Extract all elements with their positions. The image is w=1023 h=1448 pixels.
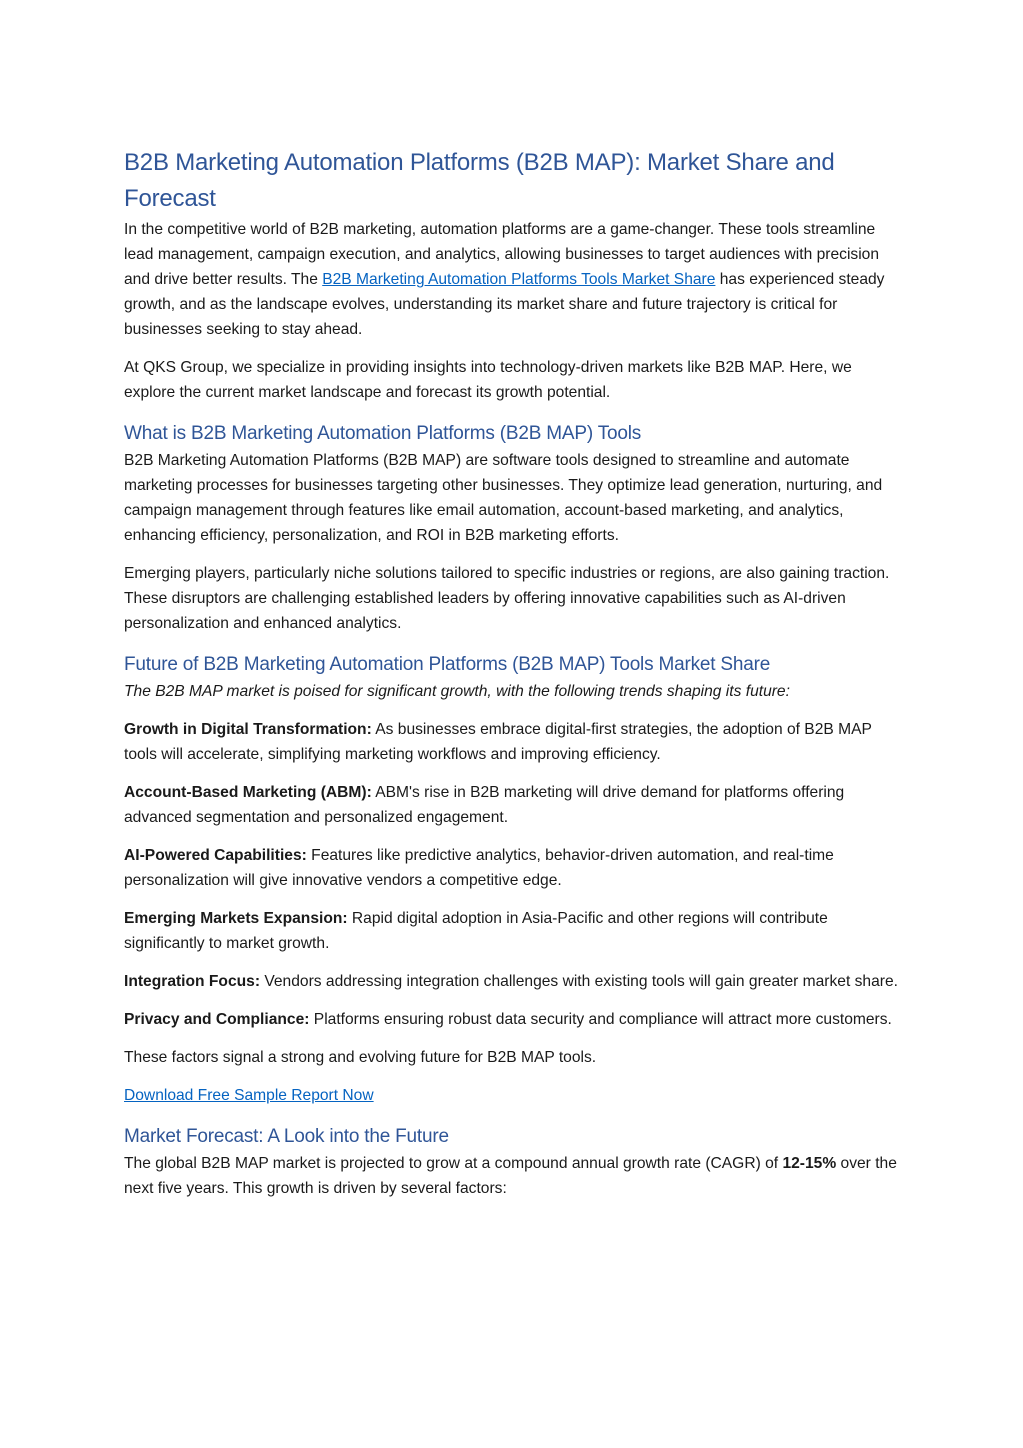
trend-text: Platforms ensuring robust data security and compliance will attract more customers.	[309, 1011, 892, 1028]
trend-label: Emerging Markets Expansion:	[124, 910, 348, 927]
trend-item	[124, 906, 902, 956]
what-is-heading: What is B2B Marketing Automation Platforms (B2B MAP) Tools	[124, 423, 642, 444]
trend-label: Privacy and Compliance:	[124, 1011, 310, 1028]
trend-label: Growth in Digital Transformation:	[124, 721, 372, 738]
trend-label: Integration Focus:	[124, 973, 261, 990]
forecast-heading: Market Forecast: A Look into the Future	[124, 1126, 449, 1147]
trend-text: ABM's rise in B2B marketing will drive demand for platforms offering advanced segmentation and personalized engagement.	[124, 784, 845, 826]
trend-text: Vendors addressing integration challenges with existing tools will gain greater market share.	[260, 973, 898, 990]
trend-item	[124, 843, 902, 893]
intro-text-before-link: In the competitive world of B2B marketing, automation platforms are a game-changer. These tools streamline lead management, campaign execution, and analytics, allowing businesses to target audiences with precision and drive better results. The	[124, 221, 880, 288]
intro-paragraph-1	[124, 217, 902, 342]
intro-text-after-link: has experienced steady growth, and as the landscape evolves, understanding its market share and future trajectory is critical for businesses seeking to stay ahead.	[124, 271, 885, 338]
document-page	[124, 145, 902, 1201]
cagr-value: 12-15%	[782, 1155, 837, 1172]
trend-item	[124, 780, 902, 830]
intro-paragraph-2: At QKS Group, we specialize in providing insights into technology-driven markets like B2B MAP. Here, we explore the current market landscape and forecast its growth potential.	[124, 359, 852, 401]
forecast-text-after: over the next five years. This growth is driven by several factors:	[124, 1155, 897, 1197]
trend-item	[124, 969, 902, 994]
trend-text: As businesses embrace digital-first strategies, the adoption of B2B MAP tools will accelerate, simplifying marketing workflows and improving efficiency.	[124, 721, 872, 763]
forecast-text-before: The global B2B MAP market is projected to grow at a compound annual growth rate (CAGR) of	[124, 1155, 783, 1172]
what-is-paragraph-2: Emerging players, particularly niche solutions tailored to specific industries or regions, are also gaining traction. These disruptors are challenging established leaders by offering innovative capabilities such as AI-driven personalization and enhanced analytics.	[124, 565, 890, 632]
trend-item	[124, 1007, 902, 1032]
document-title: B2B Marketing Automation Platforms (B2B MAP): Market Share and Forecast	[124, 149, 835, 212]
trend-label: Account-Based Marketing (ABM):	[124, 784, 372, 801]
future-closing: These factors signal a strong and evolving future for B2B MAP tools.	[124, 1049, 597, 1066]
download-sample-link[interactable]: Download Free Sample Report Now	[124, 1087, 374, 1104]
what-is-paragraph-1: B2B Marketing Automation Platforms (B2B MAP) are software tools designed to streamline and automate marketing processes for businesses targeting other businesses. They optimize lead generation, nurturing, and campaign management through features like email automation, account-based marketing, and analytics, enhancing efficiency, personalization, and ROI in B2B marketing efforts.	[124, 452, 883, 544]
future-intro: The B2B MAP market is poised for significant growth, with the following trends shaping its future:	[124, 683, 790, 700]
future-heading: Future of B2B Marketing Automation Platforms (B2B MAP) Tools Market Share	[124, 654, 771, 675]
trend-text: Features like predictive analytics, behavior-driven automation, and real-time personalization will give innovative vendors a competitive edge.	[124, 847, 834, 889]
forecast-paragraph	[124, 1151, 902, 1201]
trend-item	[124, 717, 902, 767]
download-paragraph	[124, 1083, 902, 1108]
trend-text: Rapid digital adoption in Asia-Pacific and other regions will contribute significantly to market growth.	[124, 910, 828, 952]
trend-label: AI-Powered Capabilities:	[124, 847, 307, 864]
market-share-link[interactable]: B2B Marketing Automation Platforms Tools Market Share	[322, 271, 716, 288]
